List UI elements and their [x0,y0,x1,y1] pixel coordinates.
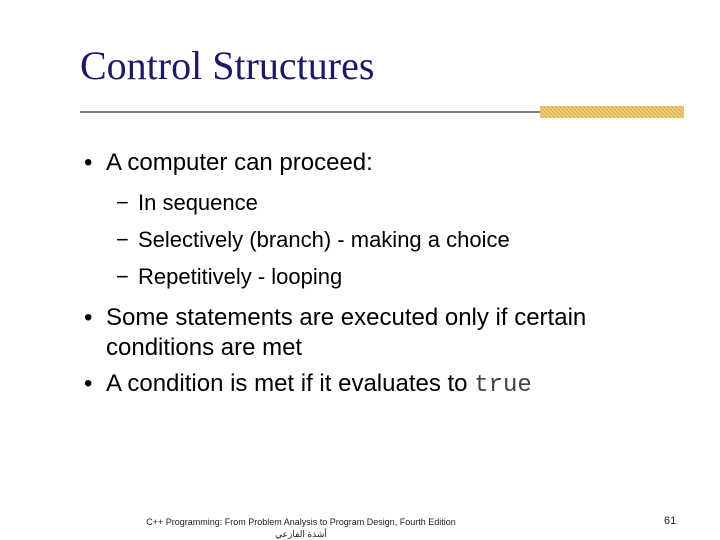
sub-bullet-3 [84,258,684,295]
footer-author: أشذة الفازعي [275,529,327,539]
code-keyword: true [474,372,532,399]
sub-bullet-2 [84,221,684,258]
sub-bullet-1 [84,184,684,221]
bullet-text: A computer can proceed: [106,149,373,176]
divider-line [80,111,540,113]
bullet-2 [84,303,684,363]
bullet-icon: • [84,370,93,397]
bullet-text: A condition is met if it evaluates to [106,370,475,397]
dash-icon: − [116,190,129,215]
footer-course: C++ Programming: From Problem Analysis to Program Design, Fourth Edition [146,517,456,527]
bullet-3 [84,369,684,401]
bullet-text: Some statements are executed only if certain conditions are met [106,304,587,361]
dash-icon: − [116,227,129,252]
title-divider [80,106,684,118]
sub-bullet-text: Selectively (branch) - making a choice [138,227,510,252]
bullet-1 [84,148,684,178]
dash-icon: − [116,264,129,289]
slide-body [84,148,684,401]
bullet-icon: • [84,149,93,176]
slide-title: Control Structures [80,43,375,88]
bullet-icon: • [84,304,93,331]
sub-bullet-text: Repetitively - looping [138,264,343,289]
page-number: 61 [664,515,677,527]
accent-bar [540,106,684,118]
slide-footer [86,516,516,540]
sub-bullet-text: In sequence [138,190,258,215]
